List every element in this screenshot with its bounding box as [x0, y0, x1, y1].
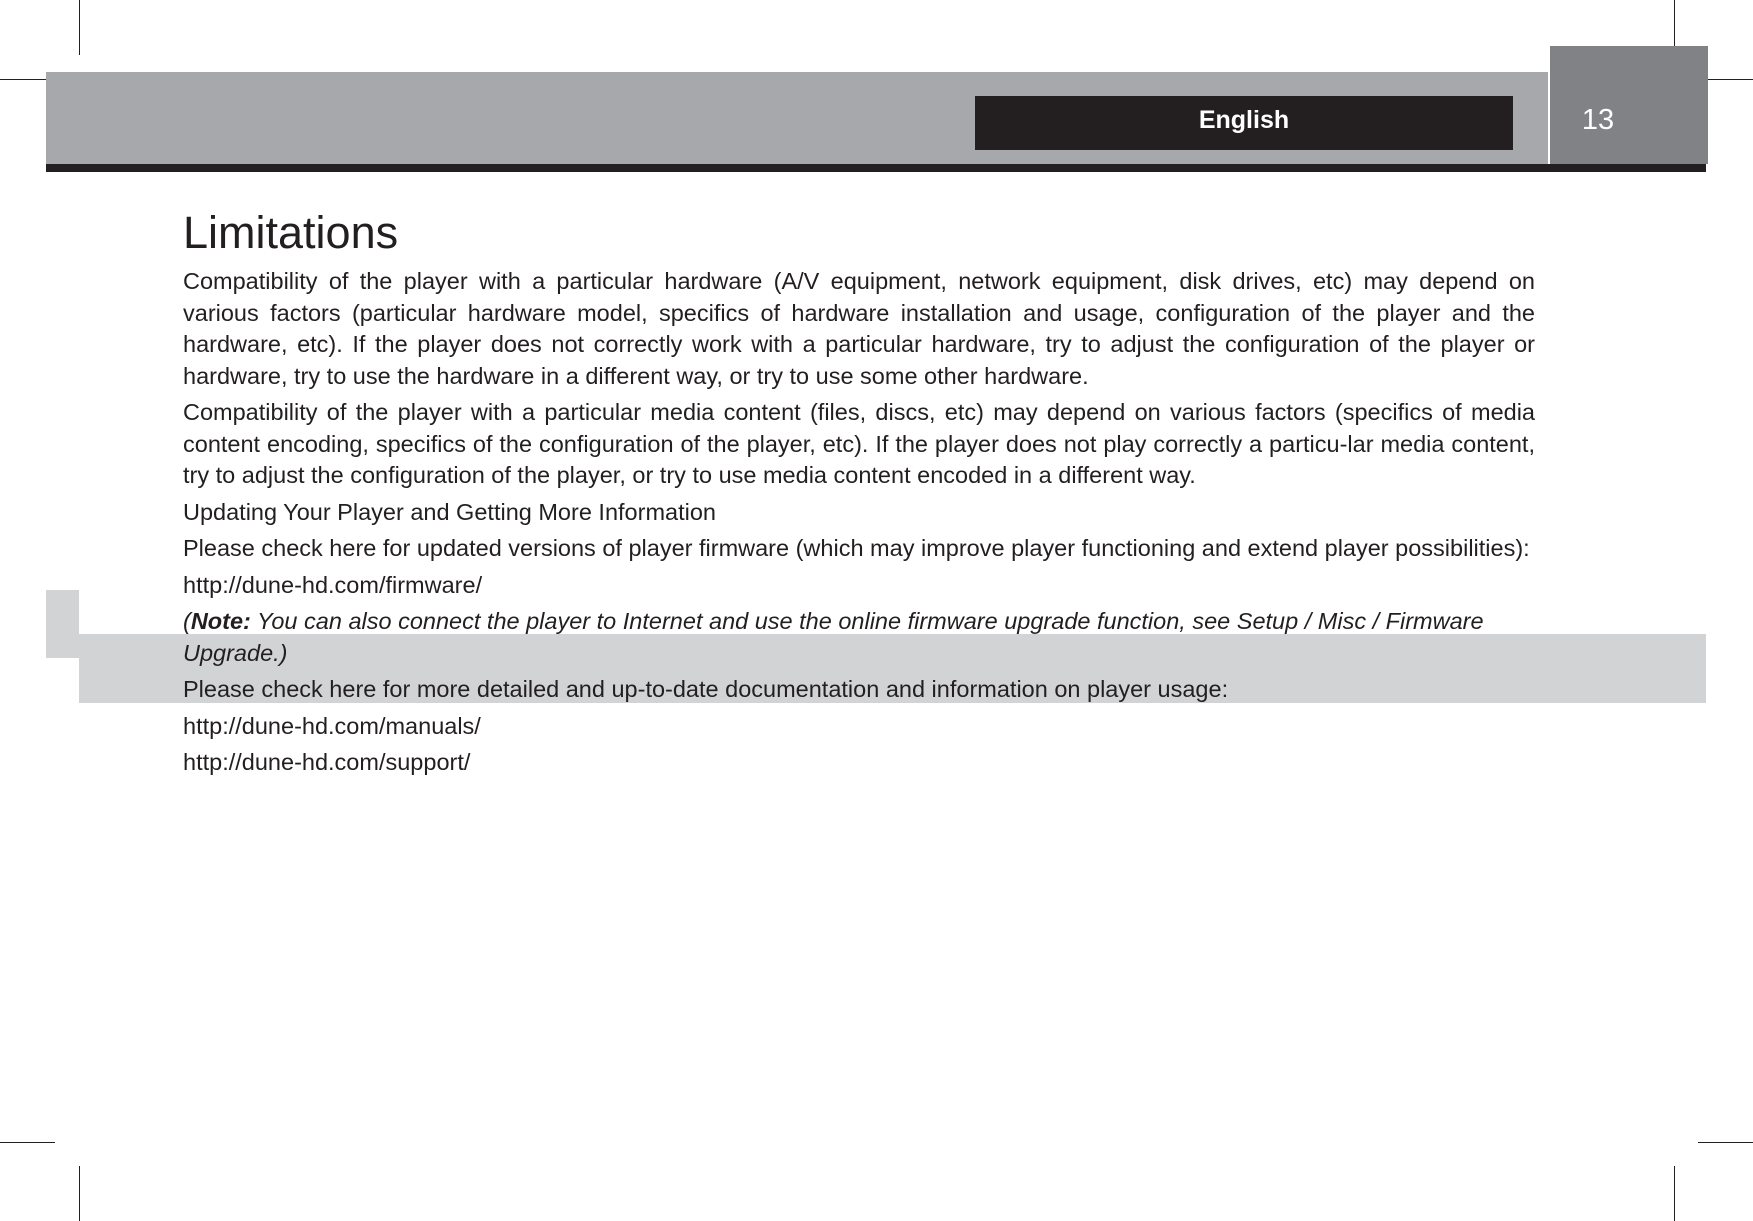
support-url: http://dune-hd.com/support/ — [183, 749, 471, 775]
edge-marker — [46, 590, 79, 658]
crop-mark — [79, 0, 80, 55]
subheading: Updating Your Player and Getting More Information — [183, 498, 716, 525]
paragraph-docs: Please check here for more detailed and up-to-date documentation and information on player usage: — [183, 676, 1229, 702]
note-open: ( — [183, 608, 191, 634]
paragraph-firmware: Please check here for updated versions of player firmware (which may improve player functioning and extend player possibilities): — [183, 535, 1530, 561]
firmware-url: http://dune-hd.com/firmware/ — [183, 571, 483, 598]
header-rule — [46, 164, 1706, 172]
page-content — [183, 206, 1535, 784]
note-text: You can also connect the player to Internet and use the online firmware upgrade function, see Setup / Misc / Firmware Upgrade.) — [183, 608, 1484, 666]
section-title: Limitations — [183, 207, 399, 258]
note — [183, 606, 1535, 669]
page-number: 13 — [1581, 104, 1615, 136]
manuals-url: http://dune-hd.com/manuals/ — [183, 712, 481, 739]
note-label: Note: — [190, 608, 251, 634]
crop-mark — [1698, 1142, 1753, 1143]
crop-mark — [1674, 1166, 1675, 1221]
crop-mark — [0, 1142, 55, 1143]
crop-mark — [79, 1166, 80, 1221]
paragraph-media: Compatibility of the player with a particular media content (files, discs, etc) may depend on various factors (specifics of media content encoding, specifics of the configuration of the player, etc). If the player does not play correctly a particu-lar media content, try to adjust the configuration of the player, or try to use media content encoded in a different way. — [183, 399, 1535, 488]
paragraph-hardware: Compatibility of the player with a particular hardware (A/V equipment, network equipment, disk drives, etc) may depend on various factors (particular hardware model, specifics of hardware installation and usage, configuration of the player and the hardware, etc). If the player does not correctly work with a particular hardware, try to adjust the configuration of the player or hardware, try to use the hardware in a different way, or try to use some other hardware. — [183, 268, 1535, 389]
language-label: English — [975, 96, 1513, 150]
